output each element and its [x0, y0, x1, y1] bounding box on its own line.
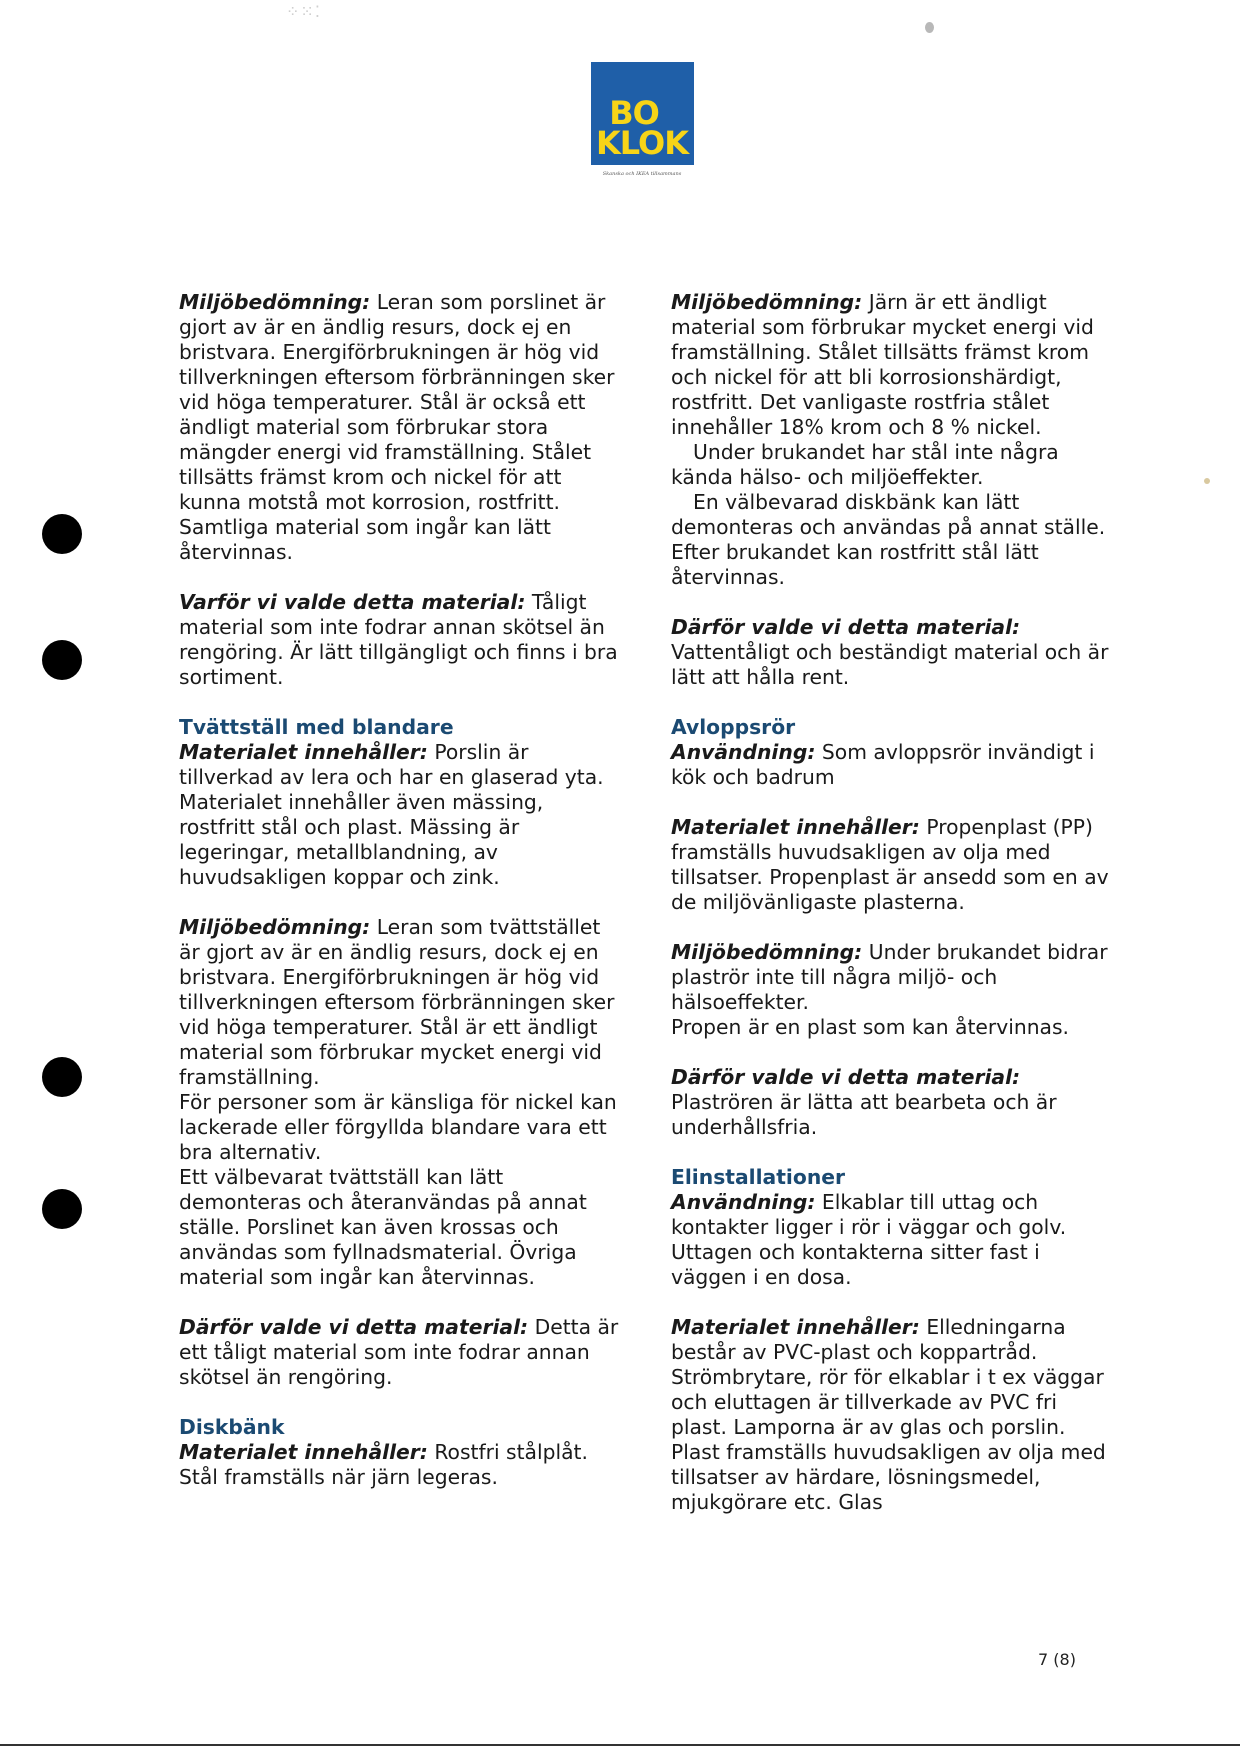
paragraph: [671, 1065, 1111, 1140]
paragraph: [179, 590, 619, 690]
paragraph: [179, 290, 619, 565]
paragraph-label: Användning:: [671, 1190, 816, 1214]
section-heading: Diskbänk: [179, 1415, 285, 1439]
section-heading: Elinstallationer: [671, 1165, 846, 1189]
paragraph-text: Leran som tvättstället är gjort av är en ändlig resurs, dock ej en bristvara. Energiförbrukningen är hög vid tillverkningen eftersom förbränningen sker vid höga temperaturer. Stål är ett ändligt material som förbrukar mycket energi vid framställning.: [179, 915, 615, 1089]
paragraph: [671, 1315, 1111, 1515]
paragraph-label: Användning:: [671, 740, 816, 764]
punch-hole: [42, 1189, 82, 1229]
paragraph: För personer som är känsliga för nickel kan lackerade eller förgyllda blandare vara ett bra alternativ.: [179, 1090, 617, 1164]
paragraph-label: Därför valde vi detta material:: [671, 615, 1021, 639]
section-heading: Avloppsrör: [671, 715, 796, 739]
scan-speck: [925, 22, 934, 33]
paragraph-label: Materialet innehåller:: [671, 1315, 920, 1339]
punch-hole: [42, 514, 82, 554]
paragraph-label: Miljöbedömning:: [671, 940, 863, 964]
scan-artifact: ⁘⁙⁚: [286, 2, 321, 21]
paragraph: [179, 1315, 619, 1390]
paragraph-text: Plaströren är lätta att bearbeta och är underhållsfria.: [671, 1090, 1057, 1139]
paragraph: [671, 740, 1111, 790]
paragraph-text: Järn är ett ändligt material som förbrukar mycket energi vid framställning. Stålet tillsätts främst krom och nickel för att bli korrosionshärdigt, rostfritt. Det vanligaste rostfria stålet innehåller 18% krom och 8 % nickel.: [671, 290, 1094, 439]
paragraph-text: Propenplast (PP) framställs huvudsakligen av olja med tillsatser. Propenplast är ansedd som en av de miljövänligaste plasterna.: [671, 815, 1109, 914]
paragraph-label: Varför vi valde detta material:: [179, 590, 526, 614]
scan-speck: [1204, 478, 1210, 484]
page-number: 7 (8): [1038, 1650, 1076, 1669]
paragraph: [671, 815, 1111, 915]
paragraph: [179, 915, 619, 1090]
paragraph: [671, 1190, 1111, 1290]
paragraph-text: Under brukandet bidrar plaströr inte till några miljö- och hälsoeffekter.: [671, 940, 1108, 1014]
paragraph-text: Leran som porslinet är gjort av är en ändlig resurs, dock ej en bristvara. Energiförbrukningen är hög vid tillverkningen eftersom förbränningen sker vid höga temperaturer. Stål är också ett ändligt material som förbrukar stora mängder energi vid framställning. Stålet tillsätts främst krom och nickel för att kunna motstå mot korrosion, rostfritt. Samtliga material som ingår kan lätt återvinnas.: [179, 290, 615, 564]
paragraph: Propen är en plast som kan återvinnas.: [671, 1015, 1069, 1039]
bottom-edge-line: [0, 1744, 1240, 1746]
paragraph-text: Rostfri stålplåt. Stål framställs när järn legeras.: [179, 1440, 588, 1489]
paragraph: [671, 290, 1111, 440]
paragraph-text: Detta är ett tåligt material som inte fodrar annan skötsel än rengöring.: [179, 1315, 619, 1389]
boklok-logo: [582, 62, 702, 177]
punch-hole: [42, 1057, 82, 1097]
paragraph-text: Porslin är tillverkad av lera och har en glaserad yta. Materialet innehåller även mässing, rostfritt stål och plast. Mässing är legeringar, metallblandning, av huvudsakligen koppar och zink.: [179, 740, 604, 889]
paragraph-label: Materialet innehåller:: [671, 815, 920, 839]
paragraph-text: Vattentåligt och beständigt material och är lätt att hålla rent.: [671, 640, 1109, 689]
paragraph: [179, 1440, 619, 1490]
paragraph: [671, 940, 1111, 1015]
paragraph-label: Miljöbedömning:: [179, 915, 371, 939]
paragraph-text: Elkablar till uttag och kontakter ligger i rör i väggar och golv. Uttagen och kontakterna sitter fast i väggen i en dosa.: [671, 1190, 1067, 1289]
paragraph-text: Som avloppsrör invändigt i kök och badrum: [671, 740, 1095, 789]
paragraph-label: Materialet innehåller:: [179, 1440, 428, 1464]
paragraph: En välbevarad diskbänk kan lätt demonteras och användas på annat ställe. Efter brukandet kan rostfritt stål lätt återvinnas.: [671, 490, 1106, 589]
paragraph: Under brukandet har stål inte några kända hälso- och miljöeffekter.: [671, 440, 1059, 489]
paragraph-label: Därför valde vi detta material:: [179, 1315, 529, 1339]
paragraph-text: Tåligt material som inte fodrar annan skötsel än rengöring. Är lätt tillgängligt och finns i bra sortiment.: [179, 590, 618, 689]
paragraph-label: Därför valde vi detta material:: [671, 1065, 1021, 1089]
logo-tagline: Skanska och IKEA tillsammans: [602, 171, 682, 177]
paragraph: [671, 615, 1111, 690]
paragraph-text: Elledningarna består av PVC-plast och koppartråd. Strömbrytare, rör för elkablar i t ex väggar och eluttagen är tillverkade av PVC fri plast. Lamporna är av glas och porslin. Plast framställs huvudsakligen av olja med tillsatser av härdare, lösningsmedel, mjukgörare etc. Glas: [671, 1315, 1106, 1514]
paragraph-label: Miljöbedömning:: [179, 290, 371, 314]
paragraph: Ett välbevarat tvättställ kan lätt demonteras och återanvändas på annat ställe. Porslinet kan även krossas och användas som fyllnadsmaterial. Övriga material som ingår kan återvinnas.: [179, 1165, 587, 1289]
paragraph-label: Miljöbedömning:: [671, 290, 863, 314]
logo-mark: [591, 62, 694, 165]
logo-line-2: KLOK: [595, 123, 689, 162]
paragraph: [179, 740, 619, 890]
left-column: [179, 290, 619, 1490]
logo-line-1: BO: [609, 93, 659, 132]
punch-hole: [42, 640, 82, 680]
paragraph-label: Materialet innehåller:: [179, 740, 428, 764]
section-heading: Tvättställ med blandare: [179, 715, 454, 739]
right-column: [671, 290, 1111, 1515]
